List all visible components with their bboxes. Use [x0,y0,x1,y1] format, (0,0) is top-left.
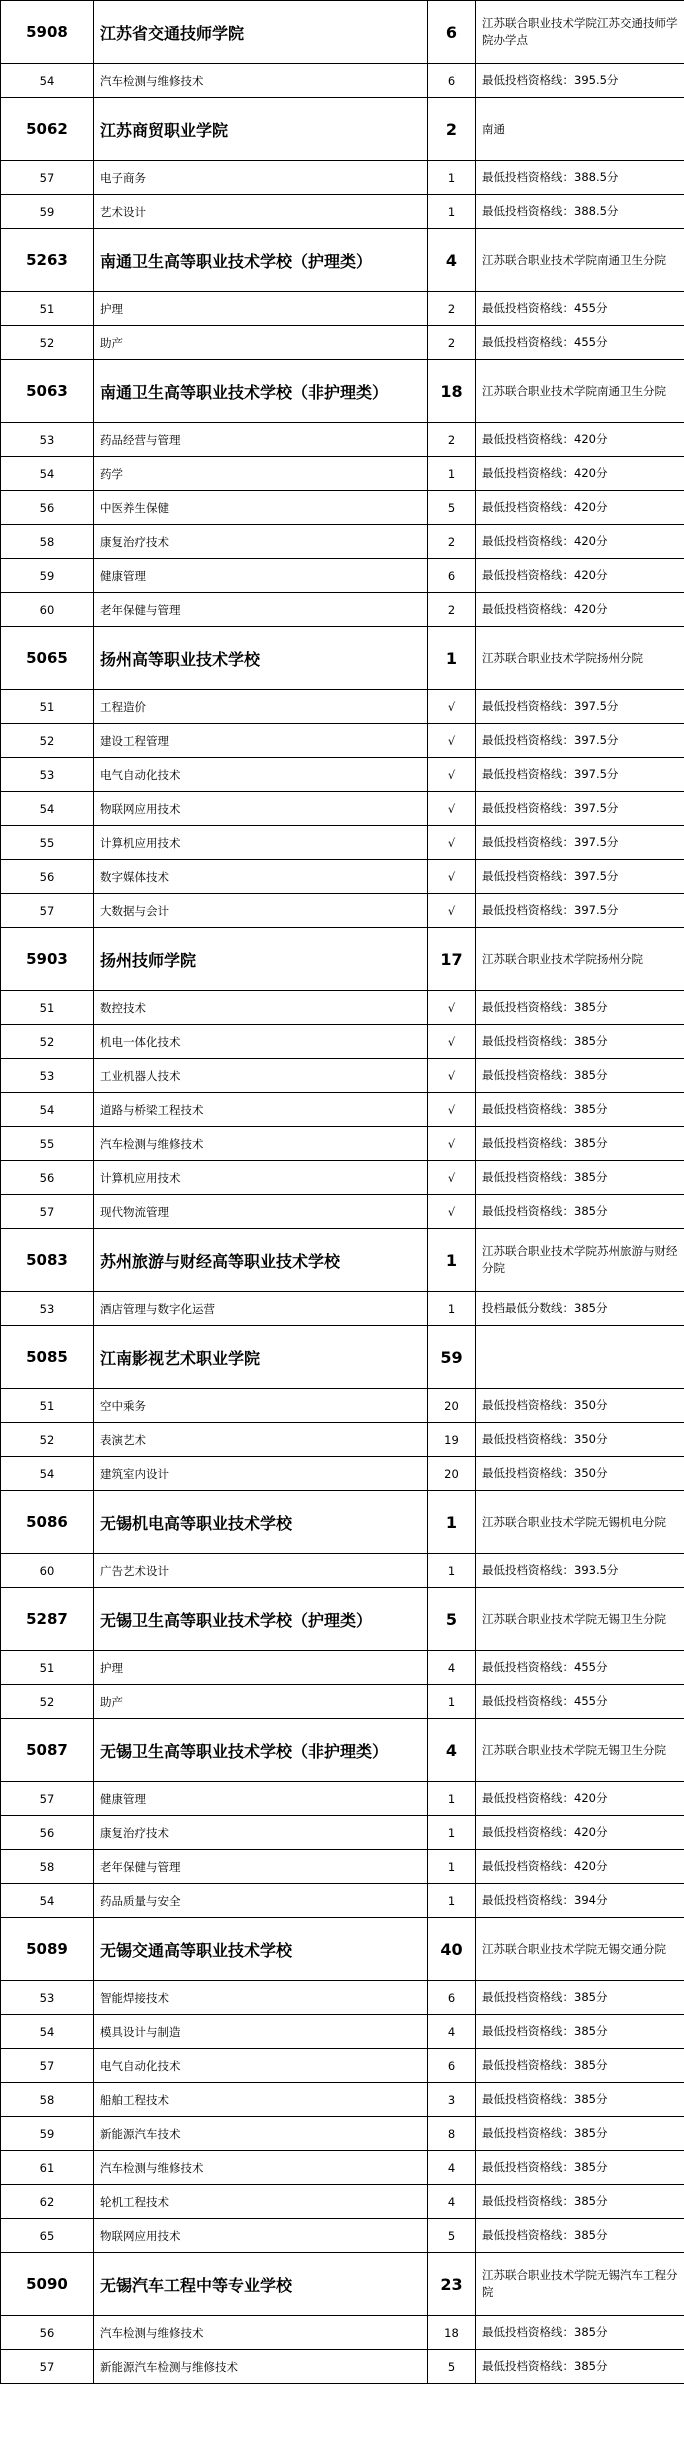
major-note: 最低投档资格线：385分 [476,2117,684,2151]
major-name: 药品质量与安全 [94,1884,428,1918]
major-name: 物联网应用技术 [94,792,428,826]
major-note: 最低投档资格线：385分 [476,1127,684,1161]
school-row [1,360,684,423]
major-note: 最低投档资格线：385分 [476,2219,684,2253]
school-note: 江苏联合职业技术学院扬州分院 [476,928,684,991]
school-name: 无锡汽车工程中等专业学校 [94,2253,428,2316]
major-code: 51 [1,991,94,1025]
major-row [1,1195,684,1229]
major-note: 最低投档资格线：385分 [476,991,684,1025]
major-plan-count: √ [428,894,476,928]
school-row [1,1,684,64]
major-code: 53 [1,423,94,457]
major-plan-count: √ [428,758,476,792]
major-row [1,161,684,195]
major-code: 56 [1,1816,94,1850]
major-name: 药学 [94,457,428,491]
major-code: 56 [1,2316,94,2350]
school-name: 扬州高等职业技术学校 [94,627,428,690]
major-name: 康复治疗技术 [94,1816,428,1850]
major-note: 投档最低分数线：385分 [476,1292,684,1326]
major-plan-count: 1 [428,195,476,229]
major-note: 最低投档资格线：420分 [476,423,684,457]
major-row [1,292,684,326]
major-note: 最低投档资格线：385分 [476,1093,684,1127]
major-code: 57 [1,1195,94,1229]
school-note [476,1326,684,1389]
major-row [1,1292,684,1326]
school-row [1,928,684,991]
major-note: 最低投档资格线：397.5分 [476,724,684,758]
school-name: 南通卫生高等职业技术学校（非护理类） [94,360,428,423]
school-note: 江苏联合职业技术学院无锡汽车工程分院 [476,2253,684,2316]
school-code: 5908 [1,1,94,64]
school-row [1,229,684,292]
major-name: 道路与桥梁工程技术 [94,1093,428,1127]
school-plan-count: 6 [428,1,476,64]
major-note: 最低投档资格线：394分 [476,1884,684,1918]
major-row [1,593,684,627]
major-name: 现代物流管理 [94,1195,428,1229]
school-row [1,1719,684,1782]
major-row [1,1161,684,1195]
major-code: 54 [1,1457,94,1491]
major-name: 建设工程管理 [94,724,428,758]
major-plan-count: 5 [428,2219,476,2253]
major-row [1,525,684,559]
major-code: 51 [1,1389,94,1423]
major-code: 57 [1,1782,94,1816]
school-plan-count: 18 [428,360,476,423]
major-note: 最低投档资格线：420分 [476,491,684,525]
major-code: 57 [1,2049,94,2083]
major-plan-count: √ [428,724,476,758]
major-name: 空中乘务 [94,1389,428,1423]
major-row [1,1457,684,1491]
school-code: 5065 [1,627,94,690]
major-note: 最低投档资格线：350分 [476,1457,684,1491]
major-plan-count: √ [428,1059,476,1093]
school-code: 5287 [1,1588,94,1651]
major-code: 57 [1,161,94,195]
major-note: 最低投档资格线：420分 [476,1850,684,1884]
major-code: 53 [1,1059,94,1093]
major-row [1,1651,684,1685]
major-row [1,2185,684,2219]
major-name: 老年保健与管理 [94,1850,428,1884]
major-note: 最低投档资格线：385分 [476,2350,684,2384]
major-code: 54 [1,2015,94,2049]
major-note: 最低投档资格线：385分 [476,2015,684,2049]
major-row [1,1093,684,1127]
major-code: 61 [1,2151,94,2185]
major-name: 工业机器人技术 [94,1059,428,1093]
major-note: 最低投档资格线：397.5分 [476,860,684,894]
major-plan-count: 1 [428,1292,476,1326]
major-row [1,326,684,360]
major-plan-count: 5 [428,2350,476,2384]
major-row [1,2151,684,2185]
school-code: 5089 [1,1918,94,1981]
major-code: 51 [1,1651,94,1685]
major-plan-count: √ [428,1161,476,1195]
school-note: 江苏联合职业技术学院江苏交通技师学院办学点 [476,1,684,64]
major-code: 58 [1,2083,94,2117]
school-plan-count: 1 [428,1491,476,1554]
major-row [1,758,684,792]
school-note: 江苏联合职业技术学院南通卫生分院 [476,360,684,423]
school-code: 5087 [1,1719,94,1782]
major-row [1,491,684,525]
major-name: 健康管理 [94,1782,428,1816]
major-note: 最低投档资格线：420分 [476,457,684,491]
major-name: 中医养生保健 [94,491,428,525]
major-note: 最低投档资格线：385分 [476,1059,684,1093]
major-plan-count: √ [428,826,476,860]
major-plan-count: √ [428,1025,476,1059]
school-plan-count: 40 [428,1918,476,1981]
major-code: 58 [1,525,94,559]
school-row [1,1588,684,1651]
major-code: 53 [1,758,94,792]
major-name: 汽车检测与维修技术 [94,1127,428,1161]
major-plan-count: √ [428,690,476,724]
major-note: 最低投档资格线：350分 [476,1423,684,1457]
major-row [1,2350,684,2384]
major-name: 大数据与会计 [94,894,428,928]
major-name: 新能源汽车技术 [94,2117,428,2151]
major-row [1,2049,684,2083]
school-row [1,1918,684,1981]
major-name: 建筑室内设计 [94,1457,428,1491]
major-code: 58 [1,1850,94,1884]
major-code: 59 [1,2117,94,2151]
major-row [1,2015,684,2049]
major-code: 55 [1,826,94,860]
admission-table-body [1,1,684,2384]
major-name: 药品经营与管理 [94,423,428,457]
school-note: 江苏联合职业技术学院无锡卫生分院 [476,1588,684,1651]
major-code: 53 [1,1981,94,2015]
major-row [1,724,684,758]
major-name: 表演艺术 [94,1423,428,1457]
school-note: 江苏联合职业技术学院苏州旅游与财经分院 [476,1229,684,1292]
major-row [1,1816,684,1850]
major-row [1,1389,684,1423]
school-note: 江苏联合职业技术学院南通卫生分院 [476,229,684,292]
major-name: 汽车检测与维修技术 [94,2151,428,2185]
major-row [1,792,684,826]
major-name: 汽车检测与维修技术 [94,64,428,98]
major-name: 广告艺术设计 [94,1554,428,1588]
major-row [1,1981,684,2015]
major-row [1,826,684,860]
major-plan-count: 4 [428,2151,476,2185]
major-note: 最低投档资格线：385分 [476,2083,684,2117]
school-code: 5086 [1,1491,94,1554]
major-plan-count: 4 [428,1651,476,1685]
major-name: 助产 [94,1685,428,1719]
major-code: 59 [1,195,94,229]
major-name: 健康管理 [94,559,428,593]
school-plan-count: 17 [428,928,476,991]
school-name: 南通卫生高等职业技术学校（护理类） [94,229,428,292]
major-note: 最低投档资格线：420分 [476,525,684,559]
major-row [1,2219,684,2253]
major-plan-count: √ [428,1127,476,1161]
major-code: 52 [1,1685,94,1719]
major-row [1,423,684,457]
school-row [1,1491,684,1554]
major-row [1,457,684,491]
school-name: 无锡卫生高等职业技术学校（非护理类） [94,1719,428,1782]
school-row [1,98,684,161]
major-code: 52 [1,1025,94,1059]
major-row [1,894,684,928]
major-plan-count: 2 [428,326,476,360]
school-plan-count: 1 [428,627,476,690]
major-row [1,1685,684,1719]
major-note: 最低投档资格线：385分 [476,2049,684,2083]
major-code: 59 [1,559,94,593]
major-note: 最低投档资格线：388.5分 [476,161,684,195]
major-note: 最低投档资格线：388.5分 [476,195,684,229]
major-name: 护理 [94,1651,428,1685]
major-name: 物联网应用技术 [94,2219,428,2253]
major-name: 护理 [94,292,428,326]
major-code: 57 [1,2350,94,2384]
major-note: 最低投档资格线：397.5分 [476,690,684,724]
major-note: 最低投档资格线：420分 [476,1816,684,1850]
major-plan-count: 1 [428,1816,476,1850]
school-name: 江南影视艺术职业学院 [94,1326,428,1389]
major-plan-count: 1 [428,1850,476,1884]
major-row [1,1850,684,1884]
major-name: 数字媒体技术 [94,860,428,894]
school-name: 扬州技师学院 [94,928,428,991]
major-row [1,860,684,894]
school-code: 5063 [1,360,94,423]
major-name: 新能源汽车检测与维修技术 [94,2350,428,2384]
major-name: 电气自动化技术 [94,2049,428,2083]
school-row [1,1326,684,1389]
major-plan-count: √ [428,1093,476,1127]
major-plan-count: 1 [428,1884,476,1918]
major-code: 54 [1,1884,94,1918]
major-code: 52 [1,326,94,360]
major-name: 助产 [94,326,428,360]
major-note: 最低投档资格线：455分 [476,1685,684,1719]
school-code: 5083 [1,1229,94,1292]
major-plan-count: 5 [428,491,476,525]
school-code: 5903 [1,928,94,991]
major-name: 电子商务 [94,161,428,195]
major-plan-count: 6 [428,1981,476,2015]
school-note: 南通 [476,98,684,161]
major-name: 康复治疗技术 [94,525,428,559]
school-name: 江苏商贸职业学院 [94,98,428,161]
school-plan-count: 2 [428,98,476,161]
major-plan-count: 20 [428,1389,476,1423]
major-plan-count: √ [428,860,476,894]
major-name: 数控技术 [94,991,428,1025]
major-row [1,1025,684,1059]
major-code: 53 [1,1292,94,1326]
major-row [1,1884,684,1918]
school-note: 江苏联合职业技术学院无锡卫生分院 [476,1719,684,1782]
major-code: 57 [1,894,94,928]
major-plan-count: 1 [428,457,476,491]
major-row [1,991,684,1025]
major-row [1,1127,684,1161]
major-plan-count: 2 [428,525,476,559]
major-row [1,1423,684,1457]
major-row [1,559,684,593]
major-name: 汽车检测与维修技术 [94,2316,428,2350]
major-note: 最低投档资格线：397.5分 [476,758,684,792]
school-plan-count: 1 [428,1229,476,1292]
major-code: 54 [1,792,94,826]
major-note: 最低投档资格线：385分 [476,2316,684,2350]
major-note: 最低投档资格线：455分 [476,292,684,326]
major-plan-count: 4 [428,2185,476,2219]
major-name: 智能焊接技术 [94,1981,428,2015]
major-code: 55 [1,1127,94,1161]
major-name: 艺术设计 [94,195,428,229]
major-name: 电气自动化技术 [94,758,428,792]
major-row [1,2316,684,2350]
major-note: 最低投档资格线：420分 [476,593,684,627]
major-code: 65 [1,2219,94,2253]
major-plan-count: √ [428,1195,476,1229]
major-plan-count: 20 [428,1457,476,1491]
major-plan-count: √ [428,991,476,1025]
major-row [1,2117,684,2151]
major-row [1,64,684,98]
school-plan-count: 59 [428,1326,476,1389]
school-plan-count: 4 [428,229,476,292]
major-name: 机电一体化技术 [94,1025,428,1059]
school-code: 5062 [1,98,94,161]
major-code: 52 [1,724,94,758]
major-code: 54 [1,64,94,98]
major-name: 船舶工程技术 [94,2083,428,2117]
major-plan-count: 6 [428,559,476,593]
major-plan-count: 1 [428,1685,476,1719]
major-code: 54 [1,1093,94,1127]
major-note: 最低投档资格线：395.5分 [476,64,684,98]
major-name: 计算机应用技术 [94,826,428,860]
school-note: 江苏联合职业技术学院无锡机电分院 [476,1491,684,1554]
school-code: 5085 [1,1326,94,1389]
major-code: 54 [1,457,94,491]
school-code: 5263 [1,229,94,292]
major-note: 最低投档资格线：393.5分 [476,1554,684,1588]
major-plan-count: 1 [428,161,476,195]
major-code: 51 [1,292,94,326]
major-name: 模具设计与制造 [94,2015,428,2049]
major-plan-count: 1 [428,1782,476,1816]
major-row [1,195,684,229]
school-row [1,627,684,690]
school-row [1,2253,684,2316]
major-note: 最低投档资格线：397.5分 [476,792,684,826]
major-note: 最低投档资格线：385分 [476,1025,684,1059]
major-plan-count: 6 [428,2049,476,2083]
major-note: 最低投档资格线：455分 [476,326,684,360]
school-name: 苏州旅游与财经高等职业技术学校 [94,1229,428,1292]
major-plan-count: 4 [428,2015,476,2049]
major-code: 56 [1,860,94,894]
school-plan-count: 4 [428,1719,476,1782]
major-code: 62 [1,2185,94,2219]
major-code: 56 [1,491,94,525]
major-row [1,2083,684,2117]
major-name: 轮机工程技术 [94,2185,428,2219]
major-note: 最低投档资格线：385分 [476,1981,684,2015]
major-code: 60 [1,1554,94,1588]
major-name: 计算机应用技术 [94,1161,428,1195]
major-code: 52 [1,1423,94,1457]
major-plan-count: 19 [428,1423,476,1457]
major-note: 最低投档资格线：420分 [476,1782,684,1816]
major-code: 51 [1,690,94,724]
school-note: 江苏联合职业技术学院无锡交通分院 [476,1918,684,1981]
major-note: 最低投档资格线：385分 [476,2185,684,2219]
major-row [1,1782,684,1816]
major-note: 最低投档资格线：397.5分 [476,826,684,860]
school-name: 无锡机电高等职业技术学校 [94,1491,428,1554]
major-note: 最低投档资格线：385分 [476,1161,684,1195]
major-name: 工程造价 [94,690,428,724]
major-plan-count: 8 [428,2117,476,2151]
major-code: 56 [1,1161,94,1195]
major-plan-count: 2 [428,292,476,326]
school-name: 无锡交通高等职业技术学校 [94,1918,428,1981]
major-row [1,1554,684,1588]
major-plan-count: 1 [428,1554,476,1588]
major-note: 最低投档资格线：397.5分 [476,894,684,928]
major-code: 60 [1,593,94,627]
major-note: 最低投档资格线：455分 [476,1651,684,1685]
school-name: 江苏省交通技师学院 [94,1,428,64]
major-plan-count: 3 [428,2083,476,2117]
major-plan-count: 18 [428,2316,476,2350]
major-name: 老年保健与管理 [94,593,428,627]
major-name: 酒店管理与数字化运营 [94,1292,428,1326]
major-plan-count: 6 [428,64,476,98]
school-name: 无锡卫生高等职业技术学校（护理类） [94,1588,428,1651]
school-plan-count: 23 [428,2253,476,2316]
major-plan-count: 2 [428,423,476,457]
school-code: 5090 [1,2253,94,2316]
major-note: 最低投档资格线：350分 [476,1389,684,1423]
school-row [1,1229,684,1292]
major-note: 最低投档资格线：420分 [476,559,684,593]
major-row [1,690,684,724]
major-plan-count: 2 [428,593,476,627]
major-note: 最低投档资格线：385分 [476,1195,684,1229]
school-note: 江苏联合职业技术学院扬州分院 [476,627,684,690]
school-plan-count: 5 [428,1588,476,1651]
major-note: 最低投档资格线：385分 [476,2151,684,2185]
major-plan-count: √ [428,792,476,826]
major-row [1,1059,684,1093]
